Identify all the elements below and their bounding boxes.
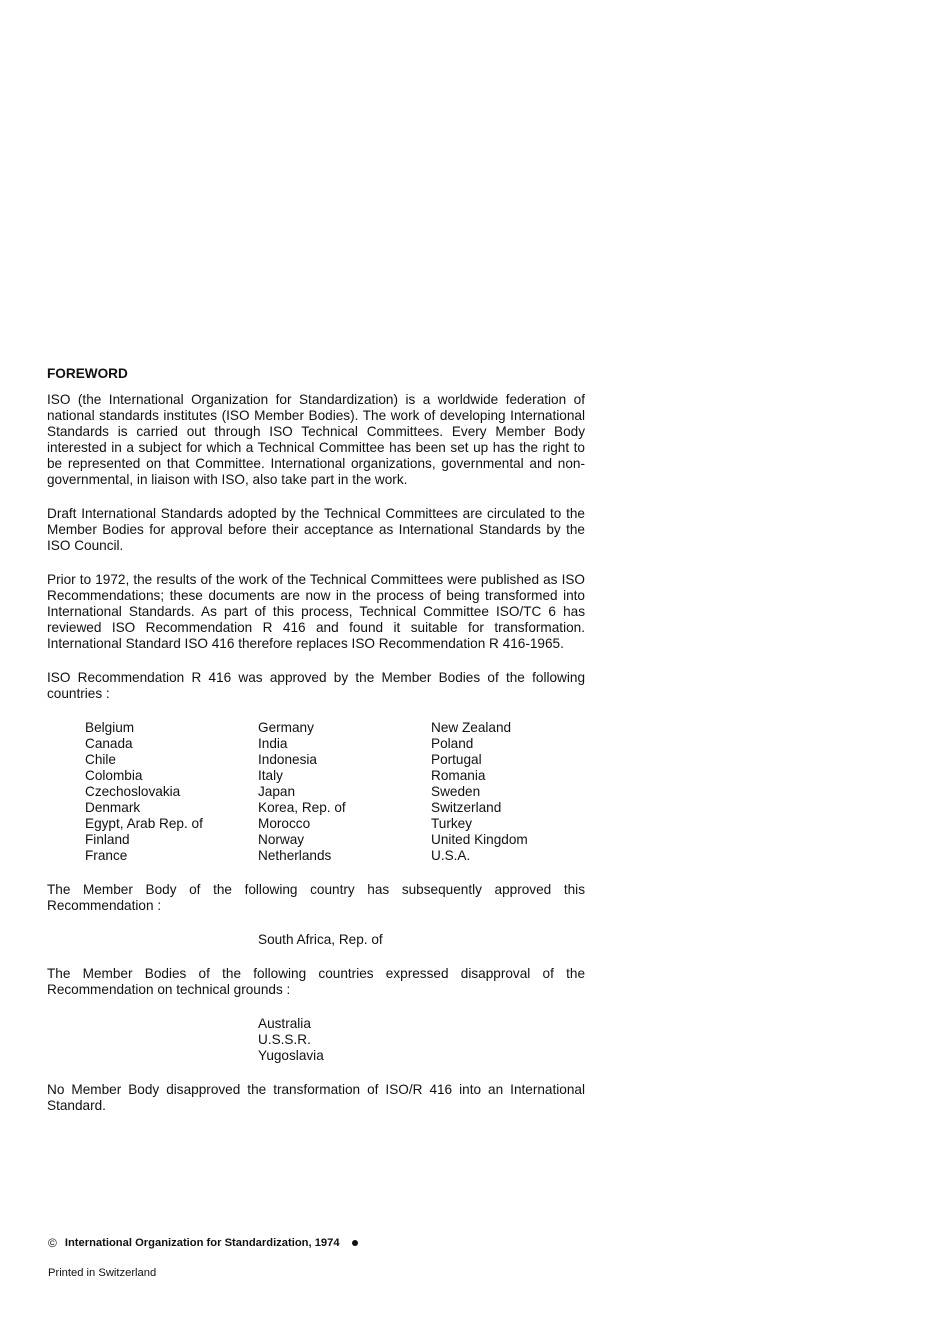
approving-countries-list — [85, 720, 585, 864]
country-item: Belgium — [85, 720, 135, 735]
copyright-line — [48, 1236, 358, 1250]
paragraph-draft-standards: Draft International Standards adopted by the Technical Committees are circulated to the Member Bodies for approval before their acceptance as International Standards by the ISO Council. — [47, 506, 585, 553]
page-footer — [48, 1236, 358, 1280]
foreword-heading: FOREWORD — [47, 366, 128, 381]
paragraph-iso-intro: ISO (the International Organization for Standardization) is a worldwide federation of national standards institutes (ISO Member Bodies). The work of developing International Standards is carried out through ISO Technical Committees. Every Member Body interested in a subject for which a Technical Committee has been set up has the right to be represented on that Committee. International organizations, governmental and non-governmental, in liaison with ISO, also take part in the work. — [47, 392, 585, 487]
bullet-dot-icon — [352, 1240, 358, 1246]
country-item: Italy — [258, 768, 283, 783]
country-item: Chile — [85, 752, 116, 767]
copyright-text: International Organization for Standardization, 1974 — [64, 1237, 340, 1249]
printed-in-text: Printed in Switzerland — [48, 1267, 157, 1279]
country-item: Egypt, Arab Rep. of — [85, 816, 203, 831]
country-item: France — [85, 848, 128, 863]
subsequent-countries-list — [258, 932, 585, 948]
disapproving-countries-list — [258, 1016, 585, 1064]
country-item: Yugoslavia — [258, 1048, 324, 1063]
country-column-2 — [258, 720, 431, 864]
country-item: Netherlands — [258, 848, 332, 863]
country-item: Denmark — [85, 800, 141, 815]
country-item: Poland — [431, 736, 474, 751]
country-item: Japan — [258, 784, 296, 799]
country-item: South Africa, Rep. of — [258, 932, 383, 947]
country-item: Germany — [258, 720, 314, 735]
paragraph-prior-1972: Prior to 1972, the results of the work of the Technical Committees were published as ISO Recommendations; these documents are now in the process of being transformed into International Standards. As part of this process, Technical Committee ISO/TC 6 has reviewed ISO Recommendation R 416 and found it suitable for transformation. International Standard ISO 416 therefore replaces ISO Recommendation R 416-1965. — [47, 572, 585, 651]
country-item: India — [258, 736, 288, 751]
country-item: Finland — [85, 832, 130, 847]
country-item: Morocco — [258, 816, 311, 831]
country-item: United Kingdom — [431, 832, 528, 847]
country-item: Turkey — [431, 816, 473, 831]
country-item: Portugal — [431, 752, 482, 767]
country-item: Korea, Rep. of — [258, 800, 346, 815]
country-item: U.S.S.R. — [258, 1032, 311, 1047]
country-item: Australia — [258, 1016, 311, 1031]
country-column-3 — [431, 720, 585, 864]
country-item: Colombia — [85, 768, 143, 783]
country-item: Czechoslovakia — [85, 784, 181, 799]
foreword-section — [47, 366, 585, 1132]
country-item: New Zealand — [431, 720, 512, 735]
country-item: Sweden — [431, 784, 481, 799]
paragraph-approved-by: ISO Recommendation R 416 was approved by the Member Bodies of the following countries : — [47, 670, 585, 701]
country-item: Canada — [85, 736, 133, 751]
country-item: Romania — [431, 768, 486, 783]
country-item: Switzerland — [431, 800, 502, 815]
paragraph-disapproval: The Member Bodies of the following countries expressed disapproval of the Recommendation on technical grounds : — [47, 966, 585, 997]
paragraph-subsequent-approval: The Member Body of the following country has subsequently approved this Recommendation : — [47, 882, 585, 913]
paragraph-closing: No Member Body disapproved the transformation of ISO/R 416 into an International Standard. — [47, 1082, 585, 1113]
country-column-1 — [85, 720, 258, 864]
country-item: Indonesia — [258, 752, 317, 767]
country-item: Norway — [258, 832, 305, 847]
copyright-icon: © — [48, 1236, 57, 1250]
country-item: U.S.A. — [431, 848, 471, 863]
